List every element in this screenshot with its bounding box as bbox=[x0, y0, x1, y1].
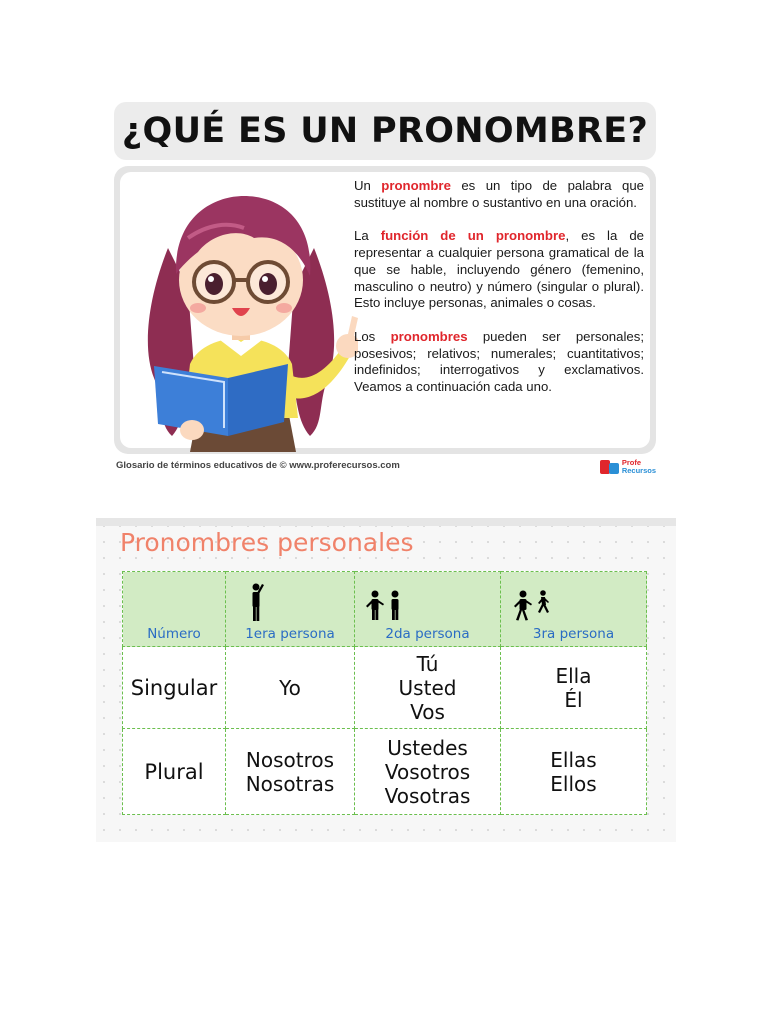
table-cell bbox=[355, 729, 501, 815]
pronoun: Vos bbox=[410, 699, 445, 724]
header-label: Número bbox=[147, 626, 201, 642]
text-fragment: La bbox=[354, 228, 381, 244]
row-label-cell bbox=[123, 647, 226, 729]
header-cell-third-person bbox=[501, 572, 647, 647]
header-label: 1era persona bbox=[245, 626, 335, 642]
pronoun: Ustedes bbox=[387, 735, 468, 760]
text-fragment: pueden ser personales; posesivos; relativos; numerales; cuantitativos; indefinidos; interrogativos y exclamativos. Veamos a continuación cada uno. bbox=[354, 328, 644, 395]
text-fragment: es un tipo de palabra que sustituye al nombre o sustantivo en una oración. bbox=[354, 178, 644, 210]
logo-mark-icon bbox=[600, 459, 620, 475]
content-inner bbox=[120, 172, 650, 448]
credit-text: Glosario de términos educativos de © www.proferecursos.com bbox=[116, 460, 400, 471]
row-label: Plural bbox=[144, 759, 204, 784]
teacher-girl-with-book-icon bbox=[128, 178, 358, 452]
pronoun: Nosotras bbox=[245, 771, 335, 796]
highlight-term: pronombres bbox=[390, 328, 468, 344]
paragraph-function bbox=[354, 228, 644, 312]
header-cell-number bbox=[123, 572, 226, 647]
header-cell-first-person bbox=[226, 572, 355, 647]
text-fragment: Un bbox=[354, 178, 382, 193]
profe-recursos-logo bbox=[600, 458, 656, 476]
pronoun: Vosotros bbox=[384, 759, 471, 784]
pronoun: Yo bbox=[279, 675, 301, 700]
table-row-plural bbox=[123, 729, 647, 815]
infographic-card bbox=[96, 92, 674, 484]
pronoun: Ellos bbox=[550, 771, 597, 796]
pronoun: Vosotras bbox=[384, 783, 471, 808]
table-cell bbox=[501, 647, 647, 729]
highlight-term: pronombre bbox=[381, 178, 451, 193]
header-label: 3ra persona bbox=[532, 626, 615, 642]
row-label-cell bbox=[123, 729, 226, 815]
text-fragment: , es la de representar a cualquier persona gramatical de la que se hable, incluyendo género (femenino, masculino o neutro) y número (singular o plural). Esto incluye personas, animales o cosas. bbox=[354, 228, 644, 311]
highlight-term: función de un pronombre bbox=[380, 228, 566, 244]
explanation-text bbox=[354, 178, 644, 413]
table-cell bbox=[501, 729, 647, 815]
pronoun: Tú bbox=[416, 651, 439, 676]
two-people-walking-icon bbox=[501, 582, 561, 622]
section-title: Pronombres personales bbox=[120, 528, 414, 557]
row-label: Singular bbox=[130, 675, 218, 700]
pronoun: Nosotros bbox=[245, 747, 335, 772]
table-cell bbox=[226, 729, 355, 815]
pronoun: Usted bbox=[398, 675, 457, 700]
pronoun: Ellas bbox=[550, 747, 597, 772]
page-title: ¿QUÉ ES UN PRONOMBRE? bbox=[121, 111, 649, 151]
card-top-strip bbox=[96, 518, 676, 526]
pronouns-table bbox=[122, 571, 647, 815]
credit-footer bbox=[116, 458, 656, 478]
table-cell bbox=[355, 647, 501, 729]
paragraph-types bbox=[354, 329, 644, 396]
header-cell-second-person bbox=[355, 572, 501, 647]
content-panel bbox=[114, 166, 656, 454]
two-people-icon bbox=[355, 582, 415, 622]
table-header-row bbox=[123, 572, 647, 647]
pronoun: Ella bbox=[555, 663, 592, 688]
logo-line-1: Profe bbox=[621, 458, 641, 467]
title-banner bbox=[114, 102, 656, 160]
pronoun: Él bbox=[564, 687, 583, 712]
paragraph-definition bbox=[354, 178, 644, 211]
one-person-icon bbox=[226, 582, 286, 622]
text-fragment: Los bbox=[354, 328, 391, 344]
logo-text bbox=[622, 459, 656, 475]
table-cell bbox=[226, 647, 355, 729]
personal-pronouns-card bbox=[96, 518, 676, 842]
table-row-singular bbox=[123, 647, 647, 729]
header-label: 2da persona bbox=[385, 626, 470, 642]
logo-line-2: Recursos bbox=[621, 466, 656, 475]
